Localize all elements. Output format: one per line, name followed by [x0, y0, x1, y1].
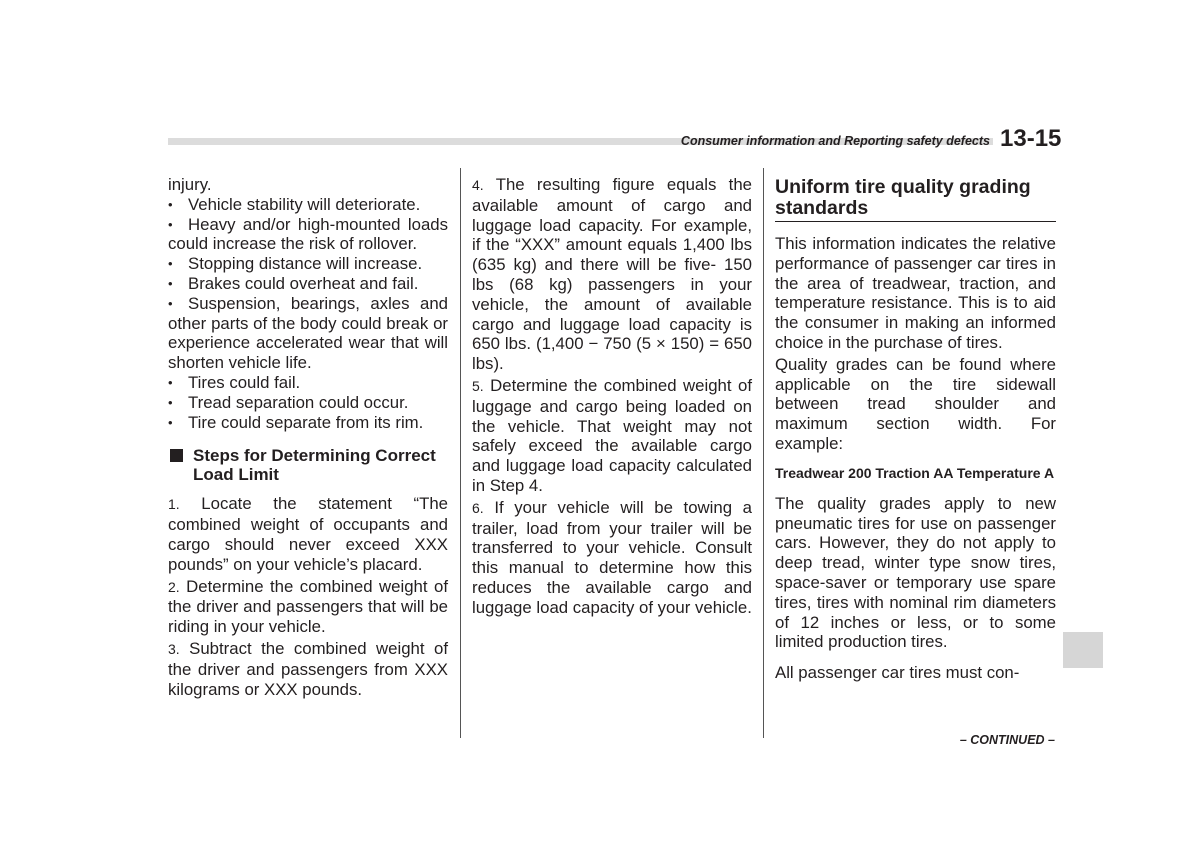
step-text: Subtract the combined weight of the driver and passengers from XXX kilograms or XXX pounds. [168, 638, 448, 699]
paragraph: All passenger car tires must con- [775, 663, 1020, 683]
bullet-item: • Brakes could overheat and fail. [168, 274, 448, 294]
paragraph: This information indicates the relative performance of passenger car tires in the area of treadwear, traction, and temperature resistance. This is to aid the consumer in making an informed choice in the purchase of tires. [775, 234, 1056, 352]
step-text: Determine the combined weight of the driver and passengers that will be riding in your vehicle. [168, 576, 448, 637]
grade-example: Treadwear 200 Traction AA Temperature A [775, 464, 1055, 481]
page-number: 13-15 [1000, 125, 1062, 152]
step-number: 5. [472, 377, 484, 394]
bullet-item: • Suspension, bearings, axles and other parts of the body could break or experience accelerated wear that will shorten vehicle life. [168, 294, 448, 373]
bullet-item: • Stopping distance will increase. [168, 254, 448, 274]
step-item [472, 498, 752, 618]
column-divider [460, 168, 461, 738]
step-number: 3. [168, 640, 180, 657]
step-text: Determine the combined weight of luggage and cargo being loaded on the vehicle. That weight may not safely exceed the available cargo and luggage load capacity calculated in Step 4. [472, 375, 752, 495]
step-text: Locate the statement “The combined weight of occupants and cargo should never exceed XXX pounds” on your vehicle’s placard. [168, 494, 448, 574]
section-heading [168, 446, 448, 484]
column-middle [472, 175, 752, 618]
step-number: 2. [168, 578, 180, 595]
step-text: If your vehicle will be towing a trailer, load from your trailer will be transferred to your vehicle. Consult this manual to determine how this reduces the available cargo and luggage load capacity of your vehicle. [472, 497, 752, 617]
bullet-item: • Tire could separate from its rim. [168, 413, 448, 433]
column-right [775, 175, 1056, 683]
section-heading-text: Steps for Determining Correct Load Limit [193, 446, 436, 485]
bullet-item: • Heavy and/or high-mounted loads could increase the risk of rollover. [168, 215, 448, 255]
column-divider [763, 168, 764, 738]
section-title: Consumer information and Reporting safety defects [680, 134, 990, 148]
step-item [472, 376, 752, 496]
continued-label: – CONTINUED – [959, 733, 1055, 747]
column-left [168, 175, 448, 699]
bullet-item: • Tires could fail. [168, 373, 448, 393]
step-text: The resulting figure equals the available amount of cargo and luggage load capacity. For example, if the “XXX” amount equals 1,400 lbs (635 kg) and there will be five- 150 lbs (68 kg) passengers in your vehicle, the amount of available cargo and luggage load capacity is 650 lbs. (1,400 − 750 (5 × 150) = 650 lbs). [472, 175, 752, 374]
bullet-item: • Vehicle stability will deteriorate. [168, 195, 448, 215]
step-item [168, 577, 448, 637]
step-item [472, 175, 752, 374]
step-number: 6. [472, 499, 484, 516]
step-item [168, 639, 448, 699]
step-number: 1. [168, 496, 180, 513]
paragraph: Quality grades can be found where applicable on the tire sidewall between tread shoulder and maximum section width. For example: [775, 354, 1056, 453]
chapter-tab [1063, 632, 1103, 668]
step-number: 4. [472, 177, 484, 193]
bullet-item: • Tread separation could occur. [168, 393, 448, 413]
intro-text: injury. [168, 175, 212, 194]
section-heading: Uniform tire quality grading standards [775, 177, 1056, 222]
step-item [168, 494, 448, 574]
paragraph: The quality grades apply to new pneumatic tires for use on passenger cars. However, they do not apply to deep tread, winter type snow tires, space-saver or temporary use spare tires, tires with nominal rim diameters of 12 inches or less, or to some limited production tires. [775, 493, 1056, 652]
square-bullet-icon [170, 449, 183, 462]
